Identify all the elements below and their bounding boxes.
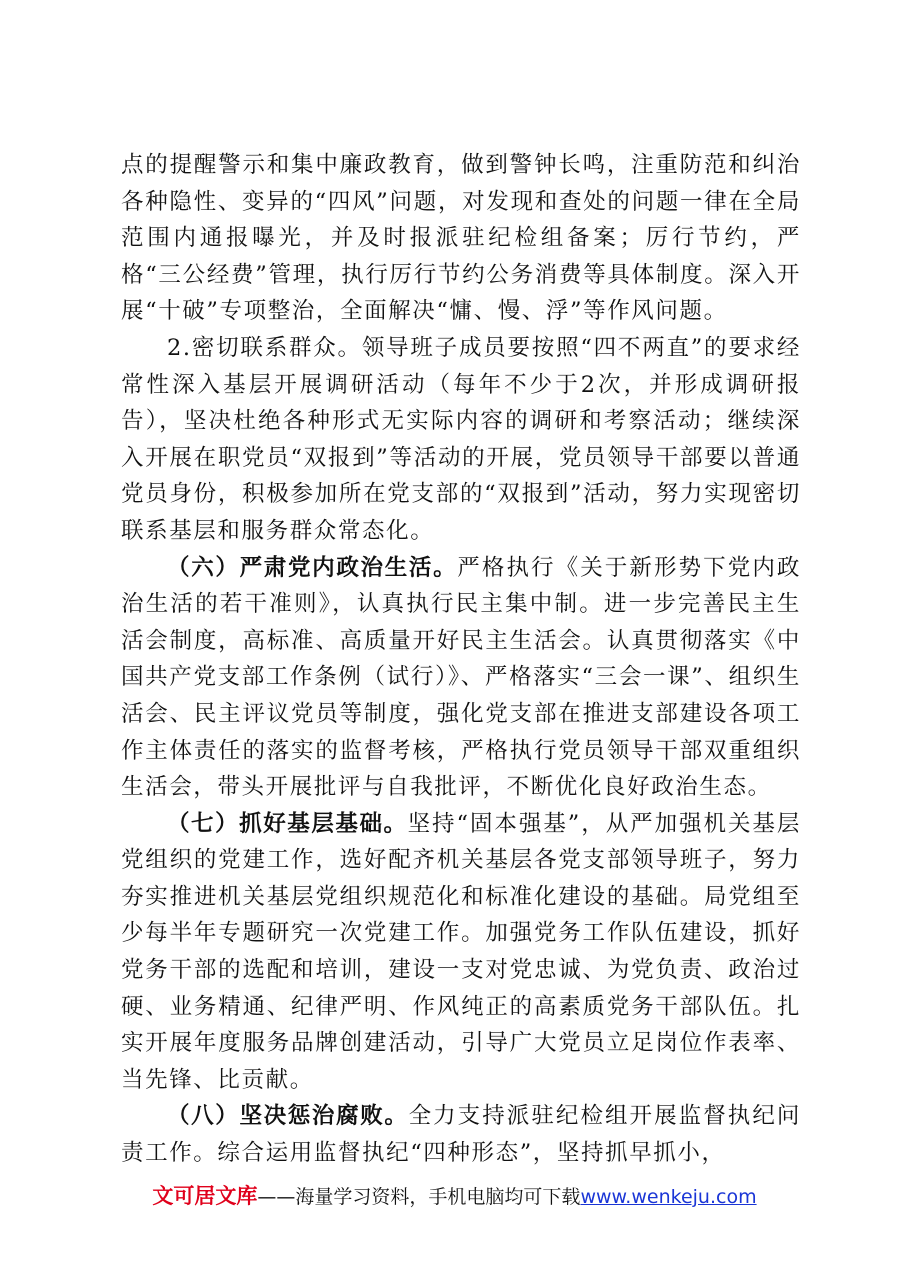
paragraph-4	[121, 806, 801, 1099]
paragraph-1	[121, 147, 801, 330]
section-heading: （八）坚决惩治腐败。	[167, 1103, 409, 1130]
paragraph-text: 严格执行《关于新形势下党内政治生活的若干准则》，认真执行民主集中制。进一步完善民主生活会制度，高标准、高质量开好民主生活会。认真贯彻落实《中国共产党支部工作条例（试行）》、严格落实“三会一课”、组织生活会、民主评议党员等制度，强化党支部在推进支部建设各项工作主体责任的落实的监督考核，严格执行党员领导干部双重组织生活会，带头开展批评与自我批评，不断优化良好政治生态。	[121, 554, 802, 801]
paragraph-3	[121, 550, 801, 806]
section-heading: （六）严肃党内政治生活。	[167, 554, 458, 581]
footer-banner	[0, 1180, 909, 1210]
paragraph-2	[121, 330, 801, 550]
footer-brand: 文可居文库	[152, 1184, 258, 1208]
paragraph-text: 2.密切联系群众。领导班子成员要按照“四不两直”的要求经常性深入基层开展调研活动（每年不少于2次，并形成调研报告），坚决杜绝各种形式无实际内容的调研和考察活动；继续深入开展在职党员“双报到”等活动的开展，党员领导干部要以普通党员身份，积极参加所在党支部的“双报到”活动，努力实现密切联系基层和服务群众常态化。	[121, 334, 801, 544]
footer-tagline: ——海量学习资料，手机电脑均可下载	[257, 1186, 581, 1208]
paragraph-text: 全力支持派驻纪检组开展监督执纪问责工作。综合运用监督执纪“四种形态”，坚持抓早抓小，	[121, 1103, 801, 1167]
paragraph-text: 点的提醒警示和集中廉政教育，做到警钟长鸣，注重防范和纠治各种隐性、变异的“四风”问题，对发现和查处的问题一律在全局范围内通报曝光，并及时报派驻纪检组备案；厉行节约，严格“三公经费”管理，执行厉行节约公务消费等具体制度。深入开展“十破”专项整治，全面解决“慵、慢、浮”等作风问题。	[121, 152, 801, 325]
section-heading: （七）抓好基层基础。	[167, 810, 408, 837]
paragraph-text: 坚持“固本强基”，从严加强机关基层党组织的党建工作，选好配齐机关基层各党支部领导班子，努力夯实推进机关基层党组织规范化和标准化建设的基础。局党组至少每半年专题研究一次党建工作。加强党务工作队伍建设，抓好党务干部的选配和培训，建设一支对党忠诚、为党负责、政治过硬、业务精通、纪律严明、作风纯正的高素质党务干部队伍。扎实开展年度服务品牌创建活动，引导广大党员立足岗位作表率、当先锋、比贡献。	[121, 810, 801, 1093]
paragraph-5	[121, 1098, 801, 1171]
footer-link[interactable]: www.wenkeju.com	[580, 1186, 757, 1208]
document-body	[121, 147, 801, 1172]
